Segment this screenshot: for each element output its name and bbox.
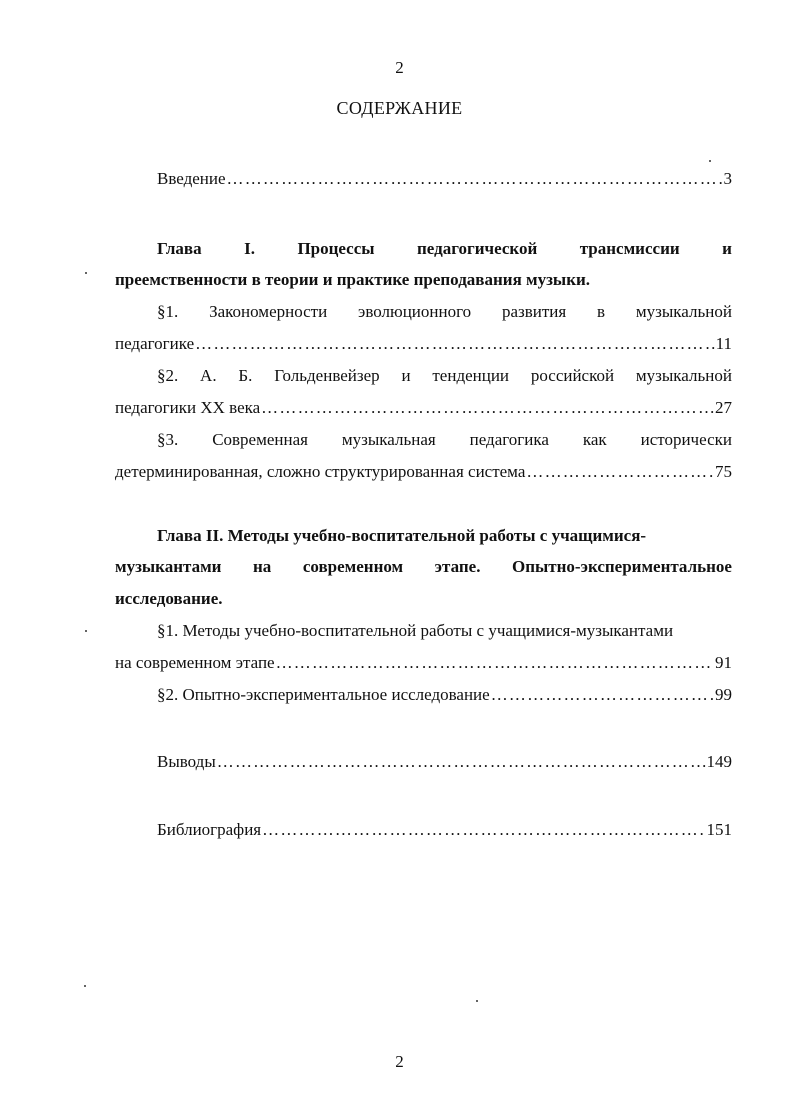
leader-dots	[217, 750, 706, 774]
word: музыкальная	[341, 430, 436, 449]
word: эволюционного	[358, 302, 472, 321]
toc-title: СОДЕРЖАНИЕ	[336, 98, 463, 118]
toc-entry-label: Выводы	[157, 752, 216, 771]
word: музыкантами	[115, 557, 222, 576]
chapter1-section2-line1[interactable]	[157, 364, 732, 388]
chapter1-title-line2: преемственности в теории и практике преподавания музыки.	[115, 270, 591, 289]
word: Опытно-экспериментальное	[512, 557, 732, 576]
chapter1-section2-line2[interactable]	[115, 396, 732, 420]
word: Глава	[157, 239, 202, 258]
toc-entry-label: педагогики XX века	[115, 398, 261, 417]
chapter2-title-line1: Глава II. Методы учебно-воспитательной работы с учащимися-	[157, 526, 647, 545]
chapter1-section3-line2[interactable]	[115, 460, 732, 484]
toc-entry-label: педагогике	[115, 334, 195, 353]
word: и	[722, 239, 732, 258]
word: Закономерности	[209, 302, 328, 321]
toc-entry-page: 3	[723, 169, 732, 188]
chapter2-section2[interactable]	[157, 683, 732, 707]
toc-entry-page: 91	[715, 653, 732, 672]
scan-speck	[84, 985, 86, 987]
toc-entry-page: 99	[715, 685, 732, 704]
word: как	[582, 430, 607, 449]
word: педагогика	[469, 430, 549, 449]
toc-entry-label: §2. Опытно-экспериментальное исследование	[157, 685, 490, 704]
word: трансмиссии	[579, 239, 680, 258]
toc-entry-page: 11	[715, 334, 732, 353]
word: музыкальной	[635, 302, 732, 321]
word: тенденции	[432, 366, 510, 385]
scan-speck	[476, 1000, 478, 1002]
chapter2-section1-line1[interactable]: §1. Методы учебно-воспитательной работы с учащимися-музыкантами	[157, 621, 674, 640]
scan-speck	[85, 630, 87, 632]
word: этапе.	[434, 557, 481, 576]
chapter1-section1-line1[interactable]	[157, 300, 732, 324]
leader-dots	[491, 683, 714, 707]
chapter2-section1-line2[interactable]	[115, 651, 732, 675]
word: педагогической	[417, 239, 538, 258]
leader-dots	[262, 818, 705, 842]
toc-entry-bibliography[interactable]	[157, 818, 732, 842]
word: современном	[302, 557, 404, 576]
chapter1-section1-line2[interactable]	[115, 332, 732, 356]
leader-dots	[195, 332, 715, 356]
word: Современная	[212, 430, 308, 449]
word: §1.	[157, 302, 179, 321]
toc-entry-page: 75	[715, 462, 732, 481]
leader-dots	[227, 167, 723, 191]
chapter2-title-line2	[115, 555, 732, 579]
leader-dots	[261, 396, 714, 420]
toc-entry-page: 27	[715, 398, 732, 417]
word: Процессы	[297, 239, 375, 258]
word: §3.	[157, 430, 179, 449]
word: в	[597, 302, 606, 321]
chapter2-title-line3: исследование.	[115, 589, 223, 608]
word: российской	[530, 366, 615, 385]
toc-entry-page: 149	[706, 752, 732, 771]
toc-entry-label: Введение	[157, 169, 226, 188]
toc-entry-label: на современном этапе	[115, 653, 275, 672]
toc-entry-label: Библиография	[157, 820, 262, 839]
scan-speck	[709, 160, 711, 162]
leader-dots	[276, 651, 714, 675]
word: и	[401, 366, 411, 385]
page-number-bottom: 2	[395, 1052, 404, 1071]
word: А.	[200, 366, 217, 385]
toc-entry-page: 151	[706, 820, 732, 839]
leader-dots	[526, 460, 714, 484]
word: на	[253, 557, 272, 576]
word: исторически	[640, 430, 732, 449]
scan-speck	[85, 272, 87, 274]
chapter1-title-line1	[157, 237, 732, 261]
word: развития	[501, 302, 567, 321]
word: музыкальной	[635, 366, 732, 385]
toc-entry-conclusions[interactable]	[157, 750, 732, 774]
word: Гольденвейзер	[274, 366, 380, 385]
word: I.	[244, 239, 255, 258]
toc-entry-intro[interactable]	[157, 167, 732, 191]
toc-entry-label: детерминированная, сложно структурированная система	[115, 462, 526, 481]
word: Б.	[238, 366, 253, 385]
page-number-top: 2	[395, 58, 404, 77]
chapter1-section3-line1[interactable]	[157, 428, 732, 452]
word: §2.	[157, 366, 179, 385]
